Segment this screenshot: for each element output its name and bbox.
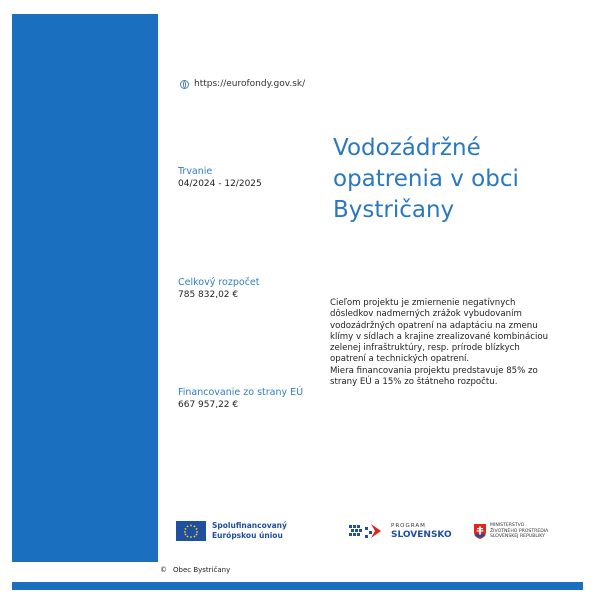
program-slovensko-logo xyxy=(347,521,452,541)
website-link[interactable] xyxy=(180,79,305,89)
program-label: PROGRAM xyxy=(391,522,426,529)
slovensko-label: SLOVENSKO xyxy=(391,529,452,540)
copyright-icon: © xyxy=(160,566,167,574)
website-url[interactable]: https://eurofondy.gov.sk/ xyxy=(194,79,306,89)
slovak-coat-of-arms-icon xyxy=(474,524,486,539)
project-title: Vodozádržné opatrenia v obci Bystričany xyxy=(333,135,519,223)
budget-label: Celkový rozpočet xyxy=(178,277,260,288)
eu-logo-line-2: Európskou úniou xyxy=(212,531,283,540)
description-paragraph-2: Miera financovania projektu predstavuje 85% zo strany EÚ a 15% zo štátneho rozpočtu. xyxy=(330,365,538,388)
copyright-notice xyxy=(160,566,230,574)
ministry-logo xyxy=(474,523,570,540)
budget-block xyxy=(178,277,260,301)
budget-value: 785 832,02 € xyxy=(178,290,239,300)
eu-funding-value: 667 957,22 € xyxy=(178,400,239,410)
ministry-line-2: ŽIVOTNÉHO PROSTREDIA xyxy=(490,528,549,534)
program-slovensko-icon xyxy=(347,521,385,541)
duration-label: Trvanie xyxy=(178,166,213,177)
ministry-line-3: SLOVENSKEJ REPUBLIKY xyxy=(490,534,545,540)
globe-icon xyxy=(180,80,189,89)
eu-logo-line-1: Spolufinancovaný xyxy=(212,521,287,530)
duration-block xyxy=(178,166,262,190)
ministry-line-1: MINISTERSTVO xyxy=(490,523,525,528)
duration-value: 04/2024 - 12/2025 xyxy=(178,179,262,189)
bottom-blue-bar xyxy=(12,582,583,590)
description-paragraph-1: Cieľom projektu je zmiernenie negatívnych dôsledkov nadmerných zrážok vybudovaním vodozádržných opatrení na adaptáciu na zmenu klímy v sídlach a krajine zrealizované kombináciou zelenej infraštruktúry, resp. prírode blízkych opatrení a technických opatrení. xyxy=(330,298,549,365)
copyright-owner: Obec Bystričany xyxy=(173,566,231,574)
left-blue-bar xyxy=(12,14,158,562)
project-description xyxy=(330,298,555,388)
eu-flag-icon xyxy=(176,521,206,541)
eu-funding-label: Financovanie zo strany EÚ xyxy=(178,387,304,398)
eu-cofunded-logo xyxy=(176,521,287,541)
eu-funding-block xyxy=(178,387,303,411)
